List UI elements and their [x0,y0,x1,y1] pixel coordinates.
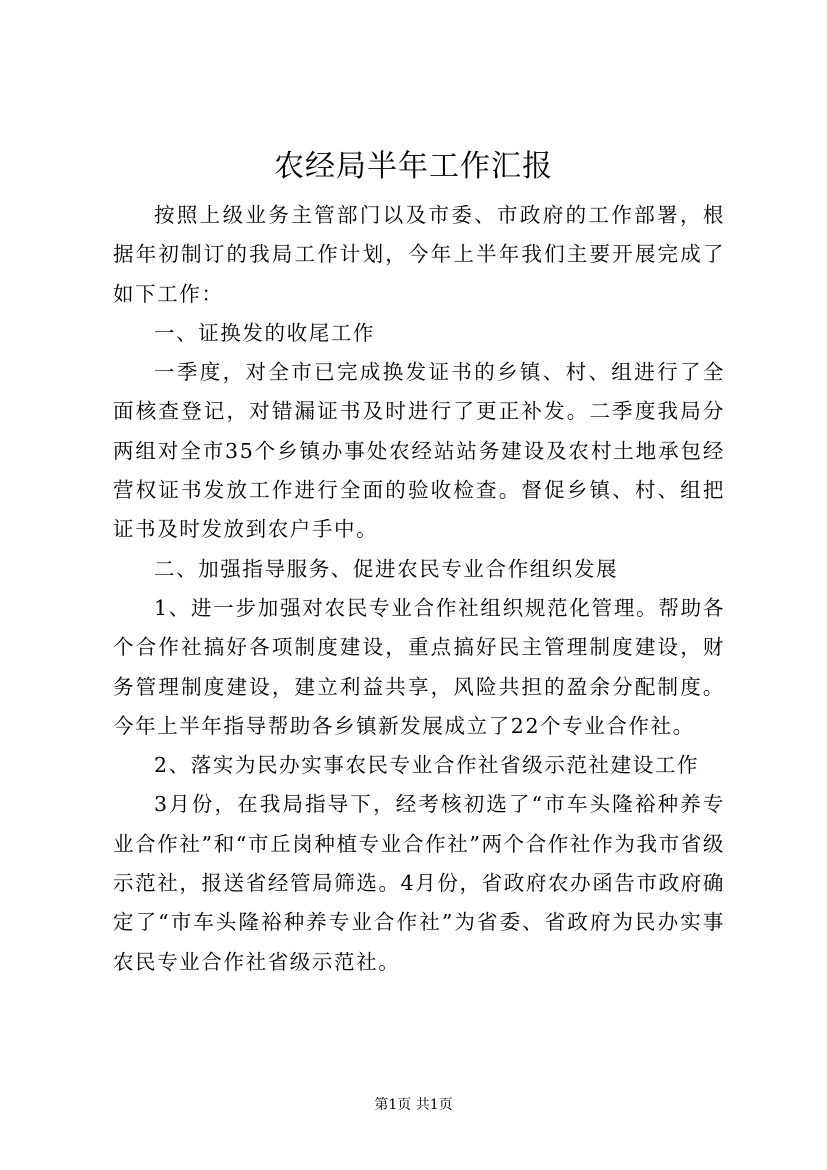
paragraph-item-1: 1、进一步加强对农民专业合作社组织规范化管理。帮助各个合作社搞好各项制度建设，重点搞好民主管理制度建设，财务管理制度建设，建立利益共享，风险共担的盈余分配制度。今年上半年指导帮助各乡镇新发展成立了22个专业合作社。 [113,595,725,738]
paragraph-item-2-heading: 2、落实为民办实事农民专业合作社省级示范社建设工作 [154,753,700,778]
paragraph-item-2-body: 3月份，在我局指导下，经考核初选了“市车头隆裕种养专业合作社”和“市丘岗种植专业合作社”两个合作社作为我市省级示范社，报送省经管局筛选。4月份，省政府农办函告市政府确定了“市车头隆裕种养专业合作社”为省委、省政府为民办实事农民专业合作社省级示范社。 [113,792,725,974]
paragraph-section-1: 一季度，对全市已完成换发证书的乡镇、村、组进行了全面核查登记，对错漏证书及时进行了更正补发。二季度我局分两组对全市35个乡镇办事处农经站站务建设及农村土地承包经营权证书发放工作进行全面的验收检查。督促乡镇、村、组把证书及时发放到农户手中。 [113,360,725,542]
paragraph-intro: 按照上级业务主管部门以及市委、市政府的工作部署，根据年初制订的我局工作计划，今年上半年我们主要开展完成了如下工作： [113,203,725,306]
document-body [113,196,725,982]
document-title: 农经局半年工作汇报 [274,149,553,184]
section-heading-1: 一、证换发的收尾工作 [154,320,375,345]
section-heading-2: 二、加强指导服务、促进农民专业合作组织发展 [154,556,619,581]
page-footer: 第1页 共1页 [374,1097,453,1113]
